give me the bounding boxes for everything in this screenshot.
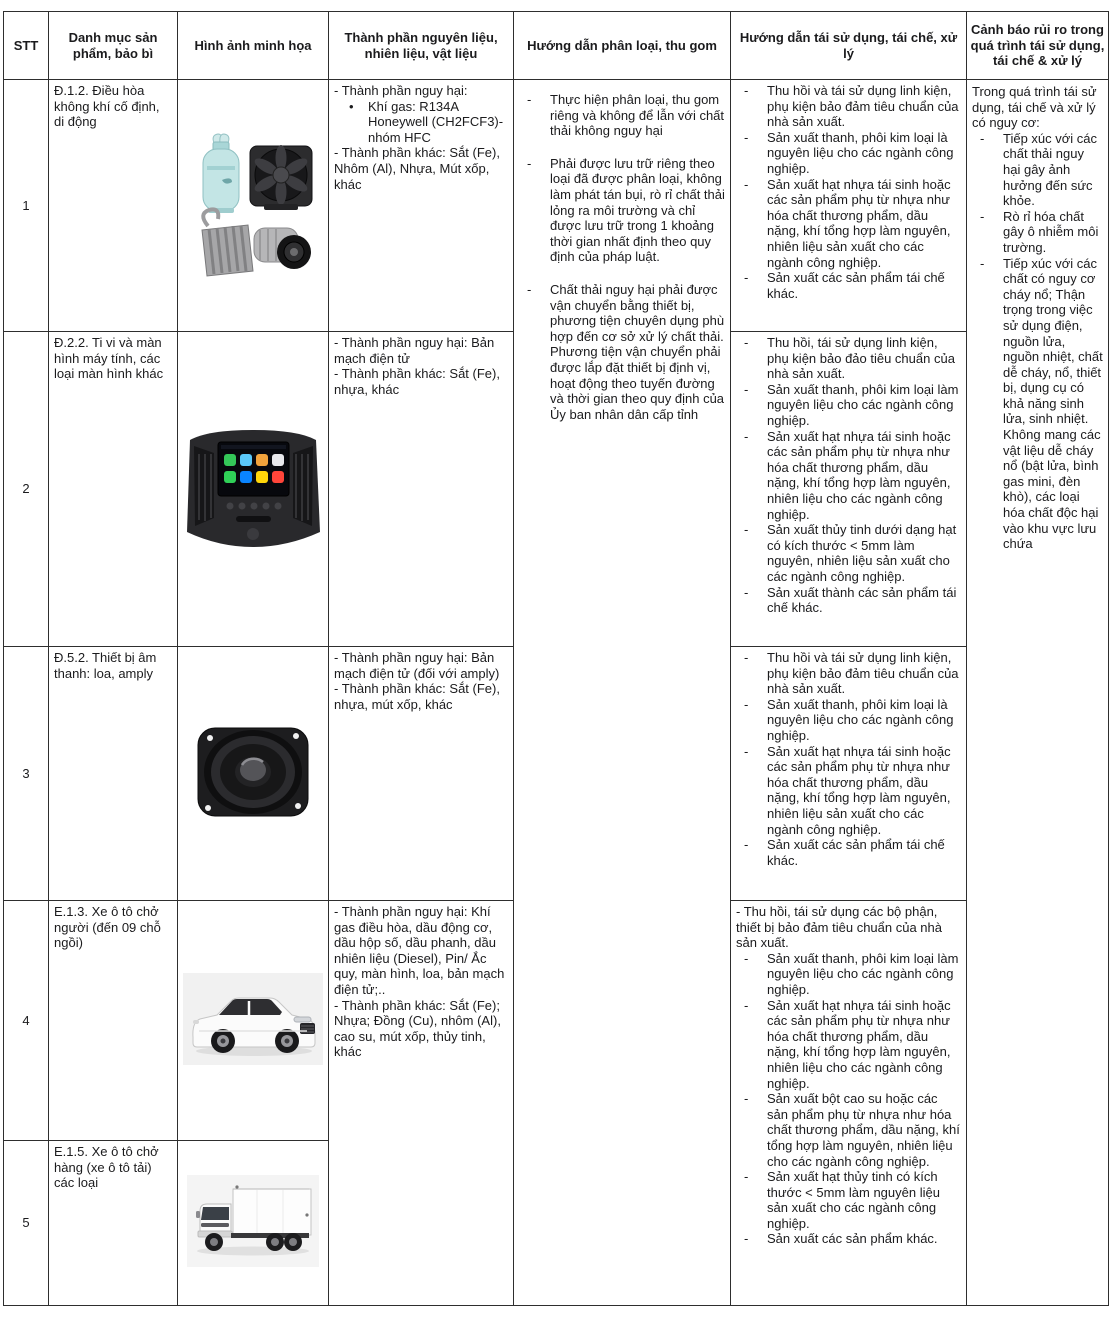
image-cell-1 bbox=[178, 80, 329, 332]
hazard-line: - Thành phần nguy hại: Bản mạch điện tử (đối với amply) bbox=[334, 650, 500, 681]
recycling-item: - Sản xuất thanh, phôi kim loại là nguyên liệu cho các ngành công nghiệp. bbox=[736, 697, 961, 744]
classification-item: - Thực hiện phân loại, thu gom riêng và không để lẫn với chất thải không nguy hại bbox=[519, 92, 725, 139]
recycling-item: - Sản xuất hạt nhựa tái sinh hoặc các sản phẩm phụ từ nhựa như hóa chất thương phẩm, dầu nặng, khí tổng hợp làm nguyên, nhiên liệu cho các ngành công nghiệp. bbox=[736, 429, 961, 523]
recycling-item: - Thu hồi và tái sử dụng linh kiện, phụ kiện bảo đảm tiêu chuẩn của nhà sản xuất. bbox=[736, 83, 961, 130]
warning-item: - Tiếp xúc với các chất có nguy cơ cháy nổ; Thận trọng trong việc sử dụng điện, nguồn lửa, nguồn nhiệt, chất dễ cháy, nổ, thiết bị, dụng cụ có khả năng sinh lửa, sinh nhiệt. Không mang các vật liệu dễ cháy nổ (bật lửa, bình gas mini, đèn khò), các loại hóa chất độc hại vào khu vực lưu chứa bbox=[972, 256, 1103, 552]
composition-cell-2 bbox=[329, 332, 514, 647]
category-text: E.1.3. Xe ô tô chở người (đến 09 chỗ ngồi) bbox=[54, 904, 161, 951]
recycling-item: - Sản xuất các sản phẩm tái chế khác. bbox=[736, 270, 961, 301]
composition-cell-3 bbox=[329, 647, 514, 901]
category-cell-3 bbox=[49, 647, 178, 901]
category-text: E.1.5. Xe ô tô chở hàng (xe ô tô tải) các loại bbox=[54, 1144, 159, 1191]
recycling-item: - Sản xuất thanh, phôi kim loại làm nguyên liệu cho các ngành công nghiệp. bbox=[736, 382, 961, 429]
hazard-line: - Thành phần nguy hại: Bản mạch điện tử bbox=[334, 335, 495, 366]
warning-item: - Rò rỉ hóa chất gây ô nhiễm môi trường. bbox=[972, 209, 1103, 256]
condenser-fan-icon bbox=[250, 145, 312, 210]
category-cell-1 bbox=[49, 80, 178, 332]
other-components: - Thành phần khác: Sắt (Fe), Nhôm (Al), Nhựa, Mút xốp, khác bbox=[334, 145, 500, 192]
category-cell-5 bbox=[49, 1141, 178, 1306]
stt-cell-2: 2 bbox=[4, 332, 49, 647]
header-composition: Thành phần nguyên liệu, nhiên liệu, vật liệu bbox=[329, 12, 514, 80]
image-cell-2 bbox=[178, 332, 329, 647]
recycling-item: - Sản xuất thanh, phôi kim loại làm nguyên liệu cho các ngành công nghiệp. bbox=[736, 951, 961, 998]
classification-item: - Chất thải nguy hại phải được vận chuyển bằng thiết bị, phương tiện chuyên dụng phù hợp đến cơ sở xử lý chất thải. Phương tiện vận chuyển phải được lắp đặt thiết bị định vị, hoạt động theo tuyến đường và thời gian theo quy định của Ủy ban nhân dân cấp tỉnh bbox=[519, 282, 725, 422]
suv-car-icon bbox=[183, 973, 323, 1065]
recycling-cell-1 bbox=[731, 80, 967, 332]
category-text: Đ.5.2. Thiết bị âm thanh: loa, amply bbox=[54, 650, 157, 681]
compressor-icon bbox=[254, 228, 311, 269]
composition-cell-4-5 bbox=[329, 901, 514, 1306]
other-components: - Thành phần khác: Sắt (Fe); Nhựa; Đồng (Cu), nhôm (Al), cao su, mút xốp, thủy tinh, khác bbox=[334, 997, 501, 1060]
classification-item: - Phải được lưu trữ riêng theo loại đã được phân loại, không làm phát tán bụi, rò rỉ chất thải lỏng ra môi trường và chỉ được lưu trữ trong 1 khoảng thời gian nhất định theo quy định của pháp luật. bbox=[519, 156, 725, 265]
table-row-1 bbox=[4, 80, 1109, 332]
evaporator-coil-icon bbox=[202, 209, 253, 276]
hazard-item: • Khí gas: R134A Honeywell (CH2FCF3)-nhóm HFC bbox=[334, 99, 508, 146]
recycling-item: - Thu hồi và tái sử dụng linh kiện, phụ kiện bảo đảm tiêu chuẩn của nhà sản xuất. bbox=[736, 650, 961, 697]
recycling-item: - Sản xuất hạt thủy tinh có kích thước < 5mm làm nguyên liệu sản xuất cho các ngành công nghiệp. bbox=[736, 1169, 961, 1231]
recycling-item: - Sản xuất các sản phẩm tái chế khác. bbox=[736, 837, 961, 868]
header-stt: STT bbox=[4, 12, 49, 80]
category-text: Đ.1.2. Điều hòa không khí cố định, di động bbox=[54, 83, 160, 130]
recycling-item: - Sản xuất bột cao su hoặc các sản phẩm phụ từ nhựa như hóa chất thương phẩm, dầu nặng, khí tổng hợp làm nguyên, nhiên liệu cho các ngành công nghiệp. bbox=[736, 1091, 961, 1169]
recycling-cell-4-5 bbox=[731, 901, 967, 1306]
composition-cell-1 bbox=[329, 80, 514, 332]
category-text: Đ.2.2. Ti vi và màn hình máy tính, các loại màn hình khác bbox=[54, 335, 164, 382]
stt-cell-3: 3 bbox=[4, 647, 49, 901]
header-image: Hình ảnh minh họa bbox=[178, 12, 329, 80]
risk-warning-cell bbox=[967, 80, 1109, 1306]
stt-cell-5: 5 bbox=[4, 1141, 49, 1306]
category-cell-4 bbox=[49, 901, 178, 1141]
box-truck-icon bbox=[187, 1175, 319, 1267]
recycling-cell-3 bbox=[731, 647, 967, 901]
loudspeaker-icon bbox=[192, 716, 314, 828]
image-cell-5 bbox=[178, 1141, 329, 1306]
header-recycling: Hướng dẫn tái sử dụng, tái chế, xử lý bbox=[731, 12, 967, 80]
recycling-item: - Sản xuất hạt nhựa tái sinh hoặc các sản phẩm phụ từ nhựa như hóa chất thương phẩm, dầu nặng, khí tổng hợp làm nguyên, nhiên liệu sản xuất cho các ngành công nghiệp. bbox=[736, 177, 961, 271]
recycling-item: - Sản xuất thủy tinh dưới dạng hạt có kích thước < 5mm làm nguyên, nhiên liệu sản xuất cho các ngành công nghiệp. bbox=[736, 522, 961, 584]
warning-item: - Tiếp xúc với các chất thải nguy hại gây ảnh hưởng đến sức khỏe. bbox=[972, 131, 1103, 209]
recycling-item: - Sản xuất thành các sản phẩm tái chế khác. bbox=[736, 585, 961, 616]
stt-cell-1: 1 bbox=[4, 80, 49, 332]
recycling-cell-2 bbox=[731, 332, 967, 647]
recycling-intro: - Thu hồi, tái sử dụng các bộ phận, thiết bị bảo đảm tiêu chuẩn của nhà sản xuất. bbox=[736, 904, 942, 951]
refrigerant-tank-icon bbox=[203, 134, 239, 213]
other-components: - Thành phần khác: Sắt (Fe), nhựa, mút xốp, khác bbox=[334, 681, 500, 712]
recycling-item: - Thu hồi, tái sử dụng linh kiện, phụ kiện bảo đảo tiêu chuẩn của nhà sản xuất. bbox=[736, 335, 961, 382]
stt-cell-4: 4 bbox=[4, 901, 49, 1141]
header-risk-warning: Cảnh báo rủi ro trong quá trình tái sử dụng, tái chế & xử lý bbox=[967, 12, 1109, 80]
other-components: - Thành phần khác: Sắt (Fe), nhựa, khác bbox=[334, 366, 500, 397]
image-cell-3 bbox=[178, 647, 329, 901]
hazard-label: - Thành phần nguy hại: bbox=[334, 83, 468, 98]
car-dashboard-screen-icon bbox=[186, 426, 321, 548]
warning-intro: Trong quá trình tái sử dụng, tái chế và xử lý có nguy cơ: bbox=[972, 84, 1097, 131]
category-cell-2 bbox=[49, 332, 178, 647]
hazard-line: - Thành phần nguy hại: Khí gas điều hòa, dầu động cơ, dầu hộp số, dầu phanh, dầu nhiên liệu (Diesel), Pin/ Ắc quy, màn hình, loa, bản mạch điện tử;.. bbox=[334, 904, 505, 997]
header-category: Danh mục sản phẩm, bảo bì bbox=[49, 12, 178, 80]
table-header-row bbox=[4, 12, 1109, 80]
image-cell-4 bbox=[178, 901, 329, 1141]
recycling-item: - Sản xuất hạt nhựa tái sinh hoặc các sản phẩm phụ từ nhựa như hóa chất thương phẩm, dầu nặng, khí tổng hợp làm nguyên, nhiên liệu sản xuất cho các ngành công nghiệp. bbox=[736, 744, 961, 838]
classification-cell bbox=[514, 80, 731, 1306]
recycling-item: - Sản xuất hạt nhựa tái sinh hoặc các sản phẩm phụ từ nhựa như hóa chất thương phẩm, dầu nặng, khí tổng hợp làm nguyên, nhiên liệu cho các ngành công nghiệp. bbox=[736, 998, 961, 1092]
header-classification: Hướng dẫn phân loại, thu gom bbox=[514, 12, 731, 80]
product-recycling-table bbox=[3, 11, 1109, 1306]
recycling-item: - Sản xuất thanh, phôi kim loại là nguyên liệu cho các ngành công nghiệp. bbox=[736, 130, 961, 177]
recycling-item: - Sản xuất các sản phẩm khác. bbox=[736, 1231, 961, 1247]
air-conditioner-parts-icon bbox=[192, 130, 314, 278]
